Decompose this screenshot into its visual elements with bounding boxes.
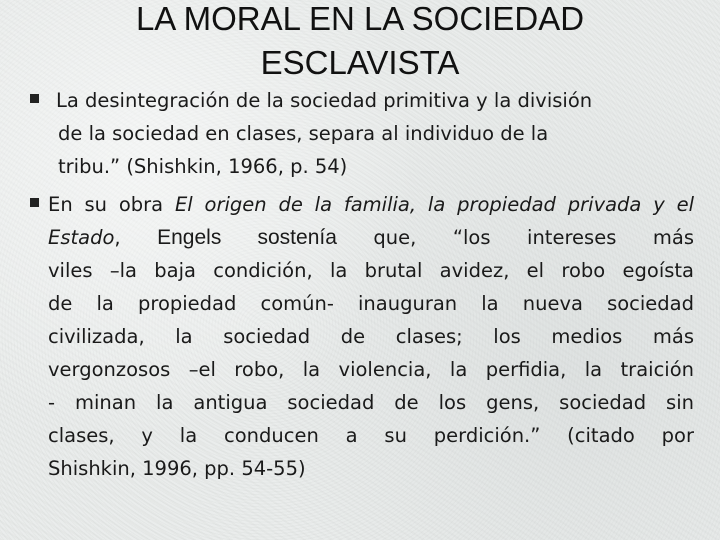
bullet-1-line-2: de la sociedad en clases, separa al individuo de la <box>58 122 549 145</box>
bullet-square-icon <box>30 94 39 103</box>
bullet-2-line-3: viles –la baja condición, la brutal avidez, el robo egoísta <box>48 259 694 282</box>
bullet-2-line-5: civilizada, la sociedad de clases; los medios más <box>48 325 694 348</box>
bullet-2-comma: , <box>114 226 158 249</box>
bullet-2-line-1 <box>48 188 694 254</box>
engels-phrase: Engels sostenía <box>157 226 337 249</box>
bullet-1-line-1: La desintegración de la sociedad primitiva y la división <box>56 89 593 112</box>
bullet-1-text <box>56 84 696 183</box>
title-line-1: LA MORAL EN LA SOCIEDAD <box>135 0 585 37</box>
title-line-2: ESCLAVISTA <box>260 44 460 81</box>
slide-title <box>0 0 720 85</box>
bullet-square-icon <box>30 198 39 207</box>
bullet-1-line-3: tribu.” (Shishkin, 1966, p. 54) <box>58 155 348 178</box>
book-title: El origen de la familia, la propiedad privada y el Estado <box>48 193 694 249</box>
bullet-2-text <box>48 188 694 485</box>
bullet-2-after-engels: que, “los intereses más <box>336 226 694 249</box>
bullet-2-intro: En su obra <box>48 193 175 216</box>
bullet-2-line-7: - minan la antigua sociedad de los gens, sociedad sin <box>48 391 694 414</box>
bullet-2-line-9: Shishkin, 1996, pp. 54-55) <box>48 457 306 480</box>
bullet-2-line-6: vergonzosos –el robo, la violencia, la perfidia, la traición <box>48 358 694 381</box>
bullet-2-line-4: de la propiedad común- inauguran la nueva sociedad <box>48 292 694 315</box>
bullet-2-line-8: clases, y la conducen a su perdición.” (citado por <box>48 424 694 447</box>
